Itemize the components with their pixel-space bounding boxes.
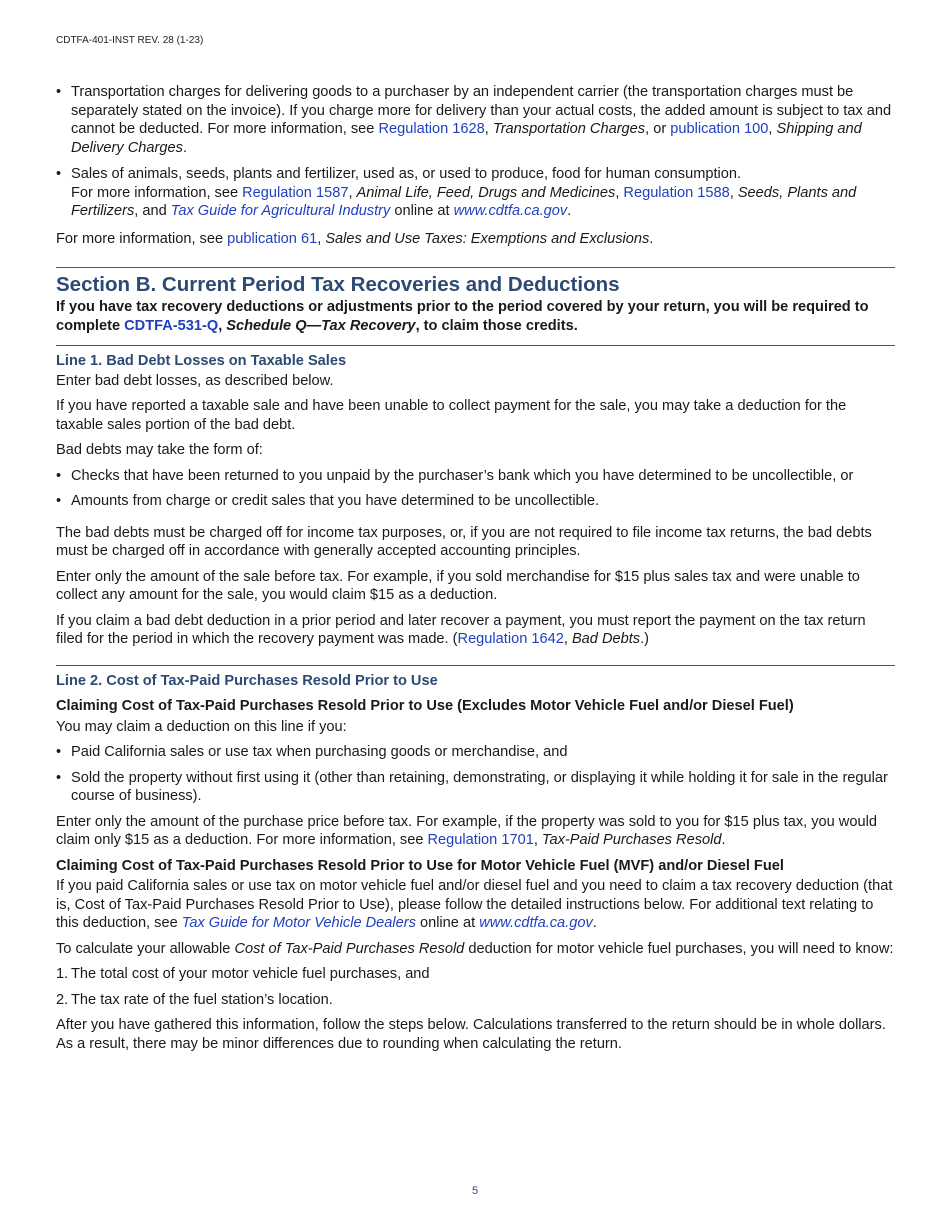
paragraph: If you have reported a taxable sale and have been unable to collect payment for the sale, you may take a deduction for the taxable sales portion of the bad debt.: [56, 398, 847, 433]
subheading: Claiming Cost of Tax-Paid Purchases Resold Prior to Use for Motor Vehicle Fuel (MVF) and/or Diesel Fuel: [56, 857, 784, 874]
form-code: CDTFA-401-INST REV. 28 (1-23): [56, 35, 204, 46]
paragraph: Enter bad debt losses, as described below.: [56, 372, 334, 389]
paragraph: Bad debts may take the form of:: [56, 442, 263, 458]
paragraph: If you paid California sales or use tax on motor vehicle fuel and/or diesel fuel and you need to claim a tax recovery deduction (that is, Cost of Tax-Paid Purchases Resold Prior to Use), please follow the detailed instructions below. For additional text relating to this deduction, see Tax Guide for Motor Vehicle Dealers online at www.cdtfa.ca.gov.: [56, 878, 893, 931]
deduction-conditions-list: [56, 743, 895, 806]
list-item: • Amounts from charge or credit sales that you have determined to be uncollectible.: [56, 492, 895, 511]
list-item: • Checks that have been returned to you unpaid by the purchaser’s bank which you have determined to be uncollectible, or: [56, 467, 895, 486]
list-item: 2. The tax rate of the fuel station’s location.: [56, 991, 333, 1008]
link-regulation-1642[interactable]: Regulation 1642: [457, 631, 564, 647]
paragraph: After you have gathered this information, follow the steps below. Calculations transferred to the return should be in whole dollars. As a result, there may be minor differences due to rounding when calculating the return.: [56, 1017, 886, 1052]
link-tax-guide-motor-vehicle[interactable]: Tax Guide for Motor Vehicle Dealers: [181, 915, 416, 931]
page-number: 5: [471, 1185, 479, 1197]
link-cdtfa-website[interactable]: www.cdtfa.ca.gov: [453, 203, 568, 219]
section-divider: [56, 267, 895, 268]
list-item: • Sold the property without first using it (other than retaining, demonstrating, or displaying it while holding it for sale in the regular course of business).: [56, 769, 895, 806]
line2-divider: [56, 665, 895, 666]
line2-title: Line 2. Cost of Tax-Paid Purchases Resold Prior to Use: [56, 672, 438, 689]
paragraph: To calculate your allowable Cost of Tax-Paid Purchases Resold deduction for motor vehicle fuel purchases, you will need to know:: [56, 940, 894, 957]
link-cdtfa-website[interactable]: www.cdtfa.ca.gov: [479, 915, 593, 931]
link-regulation-1588[interactable]: Regulation 1588: [623, 184, 730, 201]
list-item: • Transportation charges for delivering goods to a purchaser by an independent carrier (the transportation charges must be separately stated on the invoice). If you charge more for delivery than your actual costs, the added amount is subject to tax and cannot be deducted. For more information, see Regulation 1628, Transportation Charges, or publication 100, Shipping and Delivery Charges.: [56, 83, 895, 157]
subheading: Claiming Cost of Tax-Paid Purchases Resold Prior to Use (Excludes Motor Vehicle Fuel and/or Diesel Fuel): [56, 698, 794, 714]
requirements-list: [56, 965, 895, 1009]
link-cdtfa-531-q[interactable]: CDTFA-531-Q: [124, 317, 219, 334]
exemption-list: [56, 83, 895, 221]
section-b-note: If you have tax recovery deductions or adjustments prior to the period covered by your return, you will be required to complete CDTFA-531-Q, Schedule Q—Tax Recovery, to claim those credits.: [56, 299, 869, 334]
more-info-paragraph: For more information, see publication 61, Sales and Use Taxes: Exemptions and Exclusions.: [56, 230, 654, 247]
list-item: • Paid California sales or use tax when purchasing goods or merchandise, and: [56, 743, 895, 762]
link-publication-100[interactable]: publication 100: [670, 121, 769, 137]
link-regulation-1701[interactable]: Regulation 1701: [427, 832, 534, 848]
link-regulation-1587[interactable]: Regulation 1587: [242, 184, 349, 201]
paragraph: You may claim a deduction on this line if you:: [56, 718, 347, 735]
paragraph: Enter only the amount of the sale before tax. For example, if you sold merchandise for $15 plus sales tax and were unable to collect any amount for the sale, you would claim $15 as a deduction.: [56, 568, 860, 603]
line1-title: Line 1. Bad Debt Losses on Taxable Sales: [56, 353, 347, 369]
paragraph: The bad debts must be charged off for income tax purposes, or, if you are not required to file income tax returns, the bad debts must be charged off in accordance with generally accepted accounting principles.: [56, 524, 872, 559]
link-regulation-1628[interactable]: Regulation 1628: [378, 121, 485, 137]
list-item: • Sales of animals, seeds, plants and fertilizer, used as, or used to produce, food for human consumption. For more information, see Regulation 1587, Animal Life, Feed, Drugs and Medicines, Regulation 1588, Seeds, Plants and Fertilizers, and Tax Guide for Agricultural Industry online at www.cdtfa.ca.gov.: [56, 165, 895, 221]
section-b-title: Section B. Current Period Tax Recoveries and Deductions: [56, 273, 620, 296]
link-tax-guide-agricultural[interactable]: Tax Guide for Agricultural Industry: [170, 203, 391, 219]
page-content: [56, 83, 895, 1053]
bad-debt-forms-list: [56, 467, 895, 511]
list-item: 1. The total cost of your motor vehicle fuel purchases, and: [56, 966, 430, 982]
paragraph: Enter only the amount of the purchase price before tax. For example, if the property was sold to you for $15 plus tax, you would claim only $15 as a deduction. For more information, see Regulation 1701, Tax-Paid Purchases Resold.: [56, 813, 877, 848]
link-publication-61[interactable]: publication 61: [227, 230, 318, 247]
paragraph: If you claim a bad debt deduction in a prior period and later recover a payment, you must report the payment on the tax return filed for the period in which the recovery payment was made. (Regulation 1642, Bad Debts.): [56, 612, 866, 647]
line1-divider: [56, 345, 895, 346]
